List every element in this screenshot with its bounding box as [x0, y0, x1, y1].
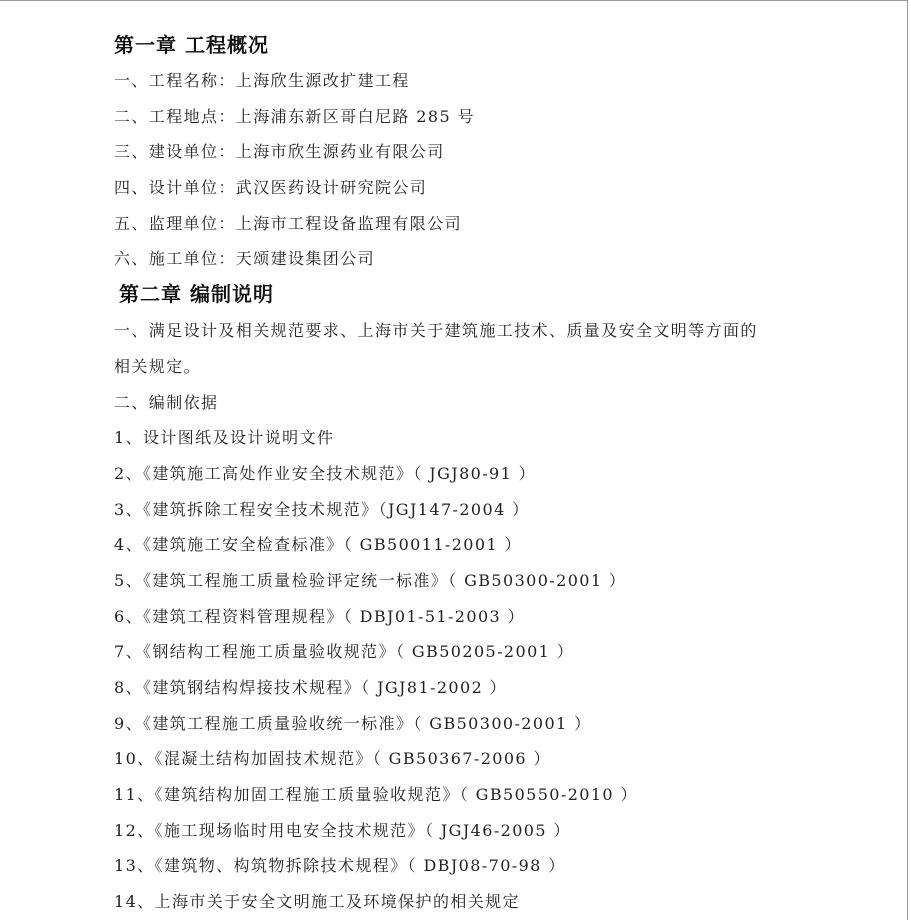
project-name-line: 一、工程名称：上海欣生源改扩建工程	[114, 71, 410, 90]
project-location-line: 二、工程地点：上海浦东新区哥白尼路 285 号	[114, 106, 475, 126]
supervision-unit-line: 五、监理单位：上海市工程设备监理有限公司	[114, 213, 463, 233]
basis-item-6: 6、《建筑工程资料管理规程》（ DBJ01-51-2003 ）	[114, 606, 526, 626]
requirements-line-continued: 相关规定。	[114, 356, 202, 376]
basis-item-8: 8、《建筑钢结构焊接技术规程》（ JGJ81-2002 ）	[114, 678, 508, 697]
design-unit-line: 四、设计单位：武汉医药设计研究院公司	[114, 178, 428, 198]
basis-item-14: 14、上海市关于安全文明施工及环境保护的相关规定	[114, 892, 520, 912]
basis-item-10: 10、《混凝土结构加固技术规范》（ GB50367-2006 ）	[114, 749, 551, 769]
basis-item-1: 1、设计图纸及设计说明文件	[114, 428, 335, 448]
basis-item-13: 13、《建筑物、构筑物拆除技术规程》（ DBJ08-70-98 ）	[114, 856, 566, 876]
document-content	[114, 27, 887, 920]
chapter-1-title: 第一章 工程概况	[114, 33, 269, 57]
basis-item-7: 7、《钢结构工程施工质量验收规范》（ GB50205-2001 ）	[114, 642, 575, 662]
client-unit-line: 三、建设单位：上海市欣生源药业有限公司	[114, 142, 445, 162]
basis-item-11: 11、《建筑结构加固工程施工质量验收规范》（ GB50550-2010 ）	[114, 785, 638, 805]
basis-item-4: 4、《建筑施工安全检查标准》（ GB50011-2001 ）	[114, 535, 522, 555]
basis-item-12: 12、《施工现场临时用电安全技术规范》（ JGJ46-2005 ）	[114, 820, 571, 840]
basis-item-3: 3、《建筑拆除工程安全技术规范》（JGJ147-2004 ）	[114, 499, 530, 519]
requirements-line: 一、满足设计及相关规范要求、上海市关于建筑施工技术、质量及安全文明等方面的	[114, 321, 758, 341]
chapter-2-title: 第二章 编制说明	[119, 282, 274, 307]
basis-item-2: 2、《建筑施工高处作业安全技术规范》（ JGJ80-91 ）	[114, 463, 537, 483]
basis-heading: 二、编制依据	[114, 392, 219, 412]
basis-item-5: 5、《建筑工程施工质量检验评定统一标准》（ GB50300-2001 ）	[114, 570, 627, 590]
basis-item-9: 9、《建筑工程施工质量验收统一标准》（ GB50300-2001 ）	[114, 713, 592, 733]
construction-unit-line: 六、施工单位：天颂建设集团公司	[114, 249, 376, 269]
